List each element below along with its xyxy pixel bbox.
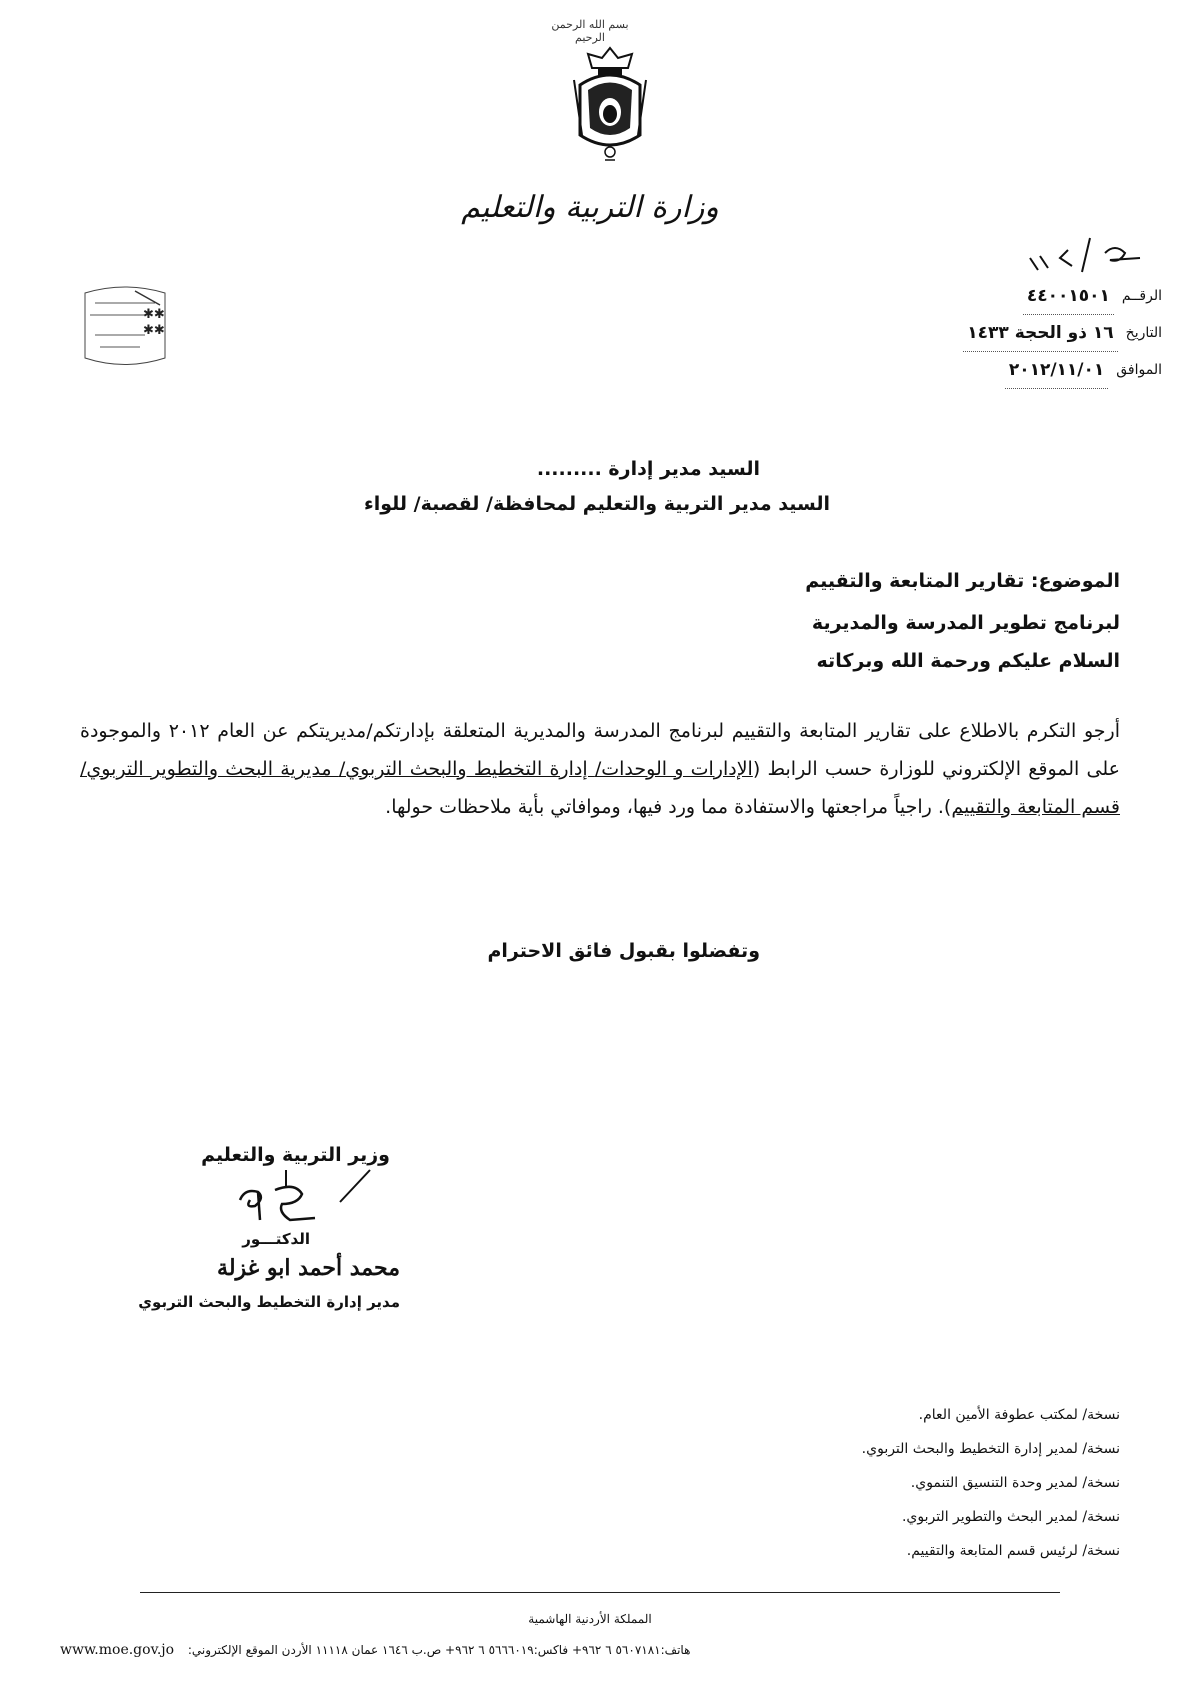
link-planning-directorate: إدارة التخطيط والبحث التربوي/ xyxy=(338,758,595,780)
signatory-name: محمد أحمد ابو غزلة xyxy=(217,1255,400,1281)
greeting: السلام عليكم ورحمة الله وبركاته xyxy=(816,650,1120,672)
signatory-title: وزير التربية والتعليم xyxy=(201,1144,390,1166)
jordan-coat-of-arms-icon xyxy=(560,40,660,170)
footer-website: www.moe.gov.jo xyxy=(60,1642,175,1658)
copy-line: نسخة/ لمدير وحدة التنسيق التنموي. xyxy=(910,1475,1120,1491)
closing: وتفضلوا بقبول فائق الاحترام xyxy=(487,940,760,962)
handwritten-signature-icon xyxy=(220,1160,400,1240)
link-research-directorate: مديرية البحث والتطوير التربوي/ xyxy=(80,758,339,780)
addressee-line-1: السيد مدير إدارة ......... xyxy=(536,458,760,480)
reference-number: ٤٤٠٠١٥٠١ xyxy=(1023,278,1114,315)
footer-divider xyxy=(140,1592,1060,1593)
footer-country: المملكة الأردنية الهاشمية xyxy=(528,1612,652,1626)
subject-line-2: لبرنامج تطوير المدرسة والمديرية xyxy=(811,612,1120,634)
copy-line: نسخة/ لرئيس قسم المتابعة والتقييم. xyxy=(906,1543,1120,1559)
hijri-date-row xyxy=(742,315,1162,352)
link-departments: الإدارات و الوحدات/ xyxy=(594,758,753,780)
copy-line: نسخة/ لمدير إدارة التخطيط والبحث التربوي. xyxy=(861,1441,1120,1457)
hijri-date-label: التاريخ xyxy=(1125,325,1162,341)
reference-label: الرقــم xyxy=(1121,288,1162,304)
subject-block xyxy=(120,560,1120,644)
gregorian-date-row xyxy=(742,352,1162,389)
basmala: بسم الله الرحمن الرحيم xyxy=(551,18,629,44)
signatory-position: مدير إدارة التخطيط والبحث التربوي xyxy=(138,1293,400,1311)
gregorian-date-label: الموافق xyxy=(1116,362,1162,378)
copies-list xyxy=(520,1398,1120,1568)
footer-contact-details: هاتف:٥٦٠٧١٨١ ٦ ٩٦٢+ فاكس:٥٦٦٦٠١٩ ٦ ٩٦٢+ ص.ب ١٦٤٦ عمان ١١١١٨ الأردن الموقع الإلكتروني: xyxy=(187,1643,691,1657)
copy-line: نسخة/ لمكتب عطوفة الأمين العام. xyxy=(918,1407,1120,1423)
receipt-stamp-icon: ✱✱ ✱✱ xyxy=(65,283,185,368)
body-text-part-2: ). راجياً مراجعتها والاستفادة مما ورد فيها، وموافاتي بأية ملاحظات حولها. xyxy=(385,796,952,818)
hijri-date: ١٦ ذو الحجة ١٤٣٣ xyxy=(963,315,1117,352)
signatory-doctor-title: الدكتـــور xyxy=(242,1230,310,1248)
reference-row xyxy=(742,278,1162,315)
ministry-name: وزارة التربية والتعليم xyxy=(461,190,719,225)
letter-body xyxy=(80,712,1120,826)
link-evaluation-section: قسم المتابعة والتقييم xyxy=(951,796,1120,818)
copy-line: نسخة/ لمدير البحث والتطوير التربوي. xyxy=(901,1509,1120,1525)
letter-metadata xyxy=(742,278,1162,389)
footer-contact xyxy=(60,1642,1100,1658)
body-text-part-1: أرجو التكرم بالاطلاع على تقارير المتابعة والتقييم لبرنامج المدرسة والمديرية المتعلقة بإدارتكم/مديريتكم عن العام ٢٠١٢ والموجودة على الموقع الإلكتروني للوزارة حسب الرابط ( xyxy=(80,720,1121,780)
handwritten-reference-icon xyxy=(1020,228,1150,278)
subject-line-1: الموضوع: تقارير المتابعة والتقييم xyxy=(805,570,1120,592)
addressee-line-2: السيد مدير التربية والتعليم لمحافظة/ لقصبة/ للواء xyxy=(364,493,830,515)
gregorian-date: ٢٠١٢/١١/٠١ xyxy=(1005,352,1108,389)
